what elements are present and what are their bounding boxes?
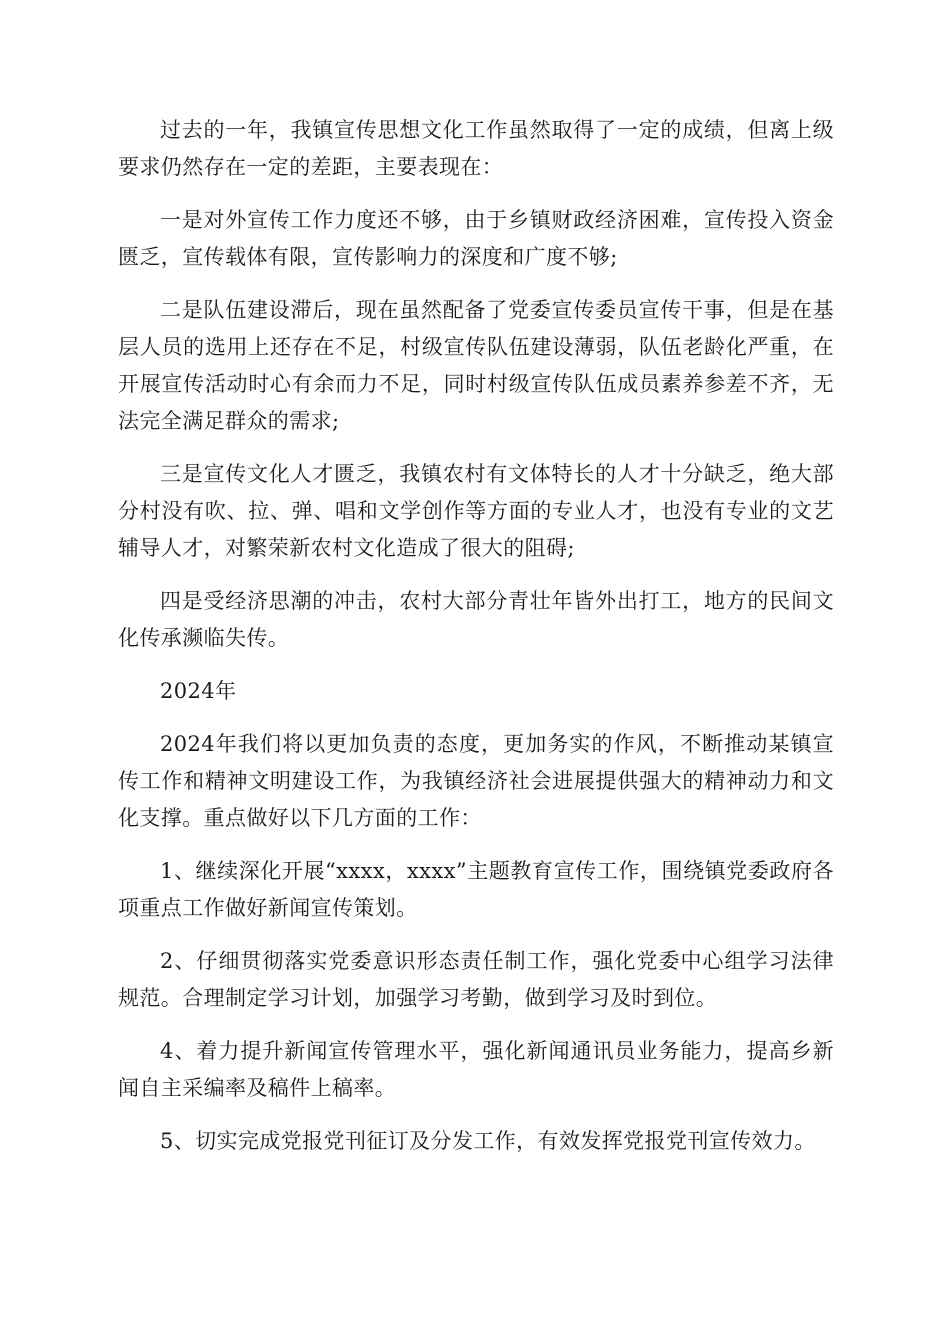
section-heading-year: 2024年 xyxy=(160,679,237,703)
paragraph-plan-item-4: 4、着力提升新闻宣传管理水平，强化新闻通讯员业务能力，提高乡新闻自主采编率及稿件上稿率。 xyxy=(118,1039,834,1100)
paragraph-issue-3: 三是宣传文化人才匮乏，我镇农村有文体特长的人才十分缺乏，绝大部分村没有吹、拉、弹、唱和文学创作等方面的专业人才，也没有专业的文艺辅导人才，对繁荣新农村文化造成了很大的阻碍; xyxy=(118,462,834,560)
paragraph-plan-item-2: 2、仔细贯彻落实党委意识形态责任制工作，强化党委中心组学习法律规范。合理制定学习计划，加强学习考勤，做到学习及时到位。 xyxy=(118,949,834,1010)
paragraph-issue-1: 一是对外宣传工作力度还不够，由于乡镇财政经济困难，宣传投入资金匮乏，宣传载体有限，宣传影响力的深度和广度不够; xyxy=(118,208,834,269)
paragraph-plan-item-5: 5、切实完成党报党刊征订及分发工作，有效发挥党报党刊宣传效力。 xyxy=(160,1129,816,1153)
paragraph-issue-4: 四是受经济思潮的冲击，农村大部分青壮年皆外出打工，地方的民间文化传承濒临失传。 xyxy=(118,589,834,650)
paragraph-plan-intro: 2024年我们将以更加负责的态度，更加务实的作风，不断推动某镇宣传工作和精神文明建设工作，为我镇经济社会进展提供强大的精神动力和文化支撑。重点做好以下几方面的工作： xyxy=(118,732,834,830)
paragraph-summary-intro: 过去的一年，我镇宣传思想文化工作虽然取得了一定的成绩，但离上级要求仍然存在一定的差距，主要表现在： xyxy=(118,118,834,179)
paragraph-plan-item-1: 1、继续深化开展“xxxx，xxxx”主题教育宣传工作，围绕镇党委政府各项重点工作做好新闻宣传策划。 xyxy=(118,859,834,920)
document-body xyxy=(118,112,834,1176)
paragraph-issue-2: 二是队伍建设滞后，现在虽然配备了党委宣传委员宣传干事，但是在基层人员的选用上还存在不足，村级宣传队伍建设薄弱，队伍老龄化严重，在开展宣传活动时心有余而力不足，同时村级宣传队伍成员素养参差不齐，无法完全满足群众的需求; xyxy=(118,298,834,433)
